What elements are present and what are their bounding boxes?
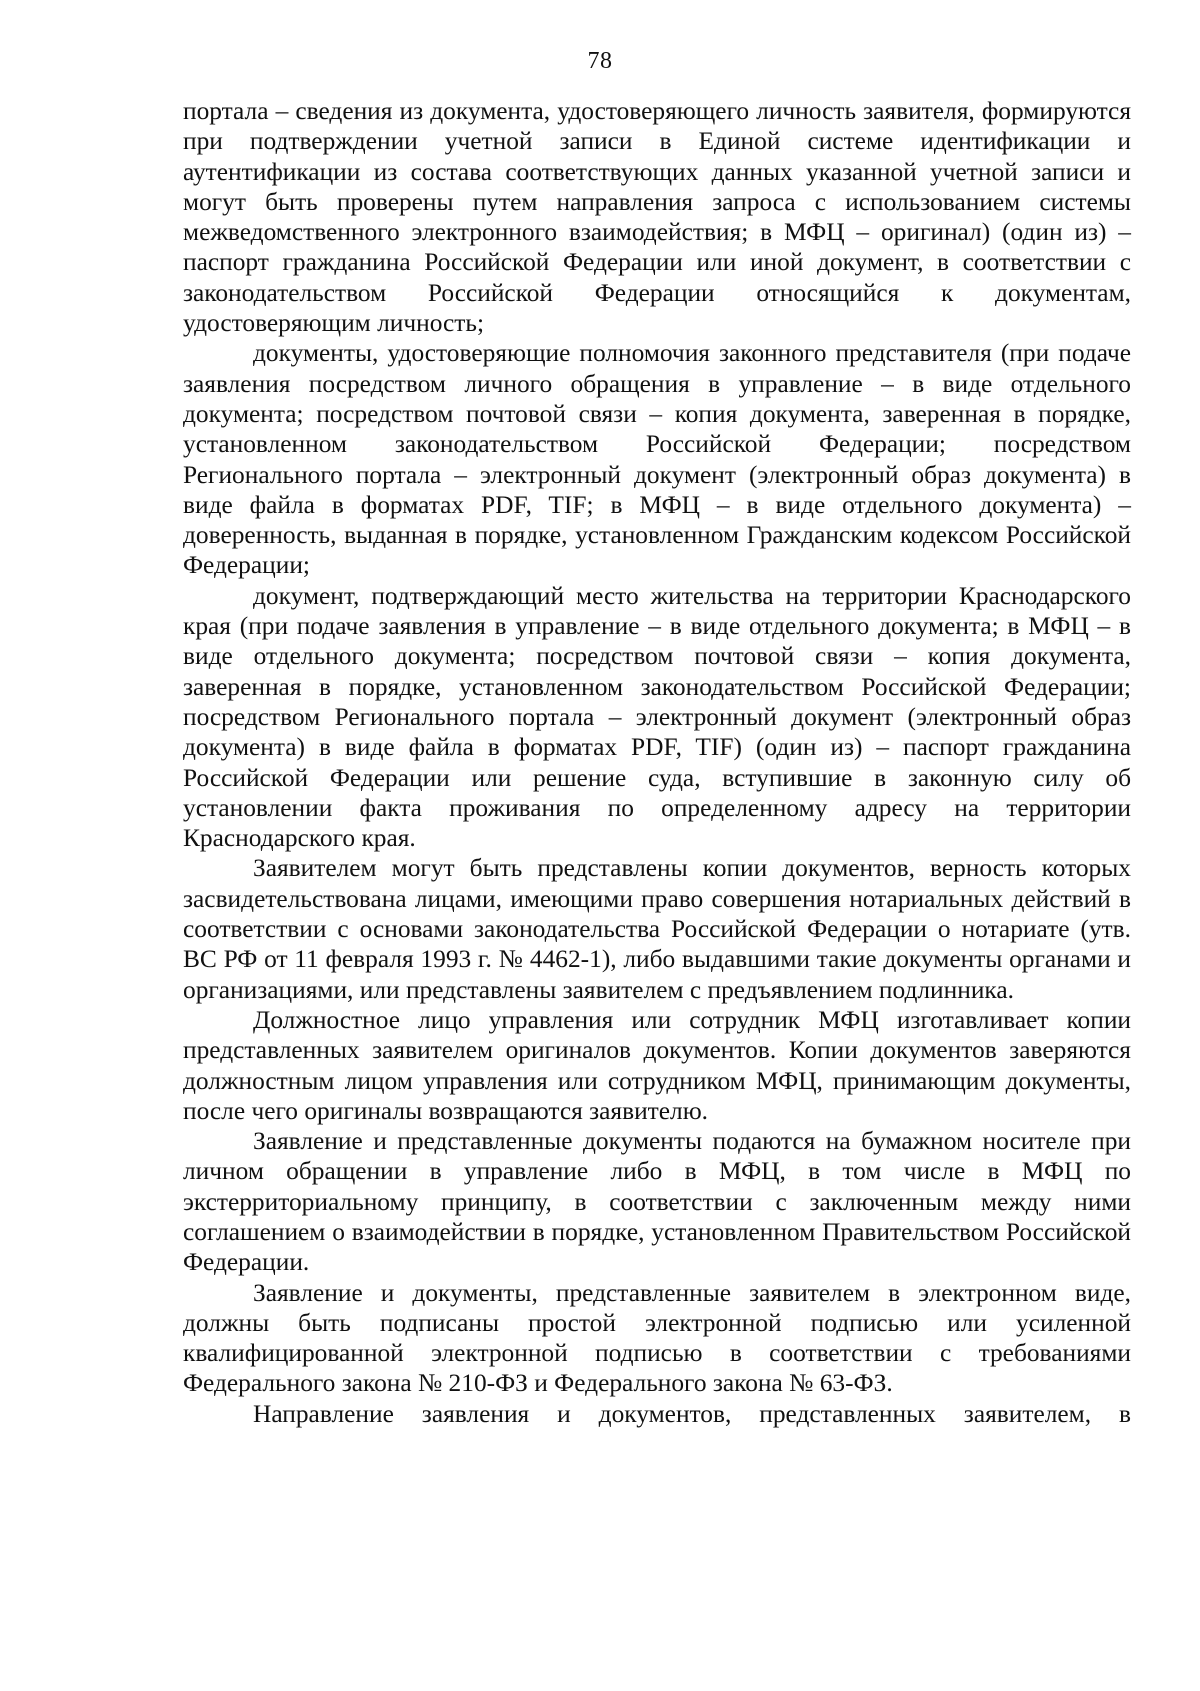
paragraph-electronic-signature: Заявление и документы, представленные заявителем в электронном виде, должны быть подписаны простой электронной подписью или усиленной квалифицированной электронной подписью в соответствии с требованиями Федерального закона № 210-ФЗ и Федерального закона № 63-ФЗ.	[183, 1278, 1131, 1398]
paragraph-notarized-copies: Заявителем могут быть представлены копии документов, верность которых засвидетельствована лицами, имеющими право совершения нотариальных действий в соответствии с основами законодательства Российской Федерации о нотариате (утв. ВС РФ от 11 февраля 1993 г. № 4462-1), либо выдавшими такие документы органами и организациями, или представлены заявителем с предъявлением подлинника.	[183, 854, 1131, 1004]
paragraph-residence-document: документ, подтверждающий место жительства на территории Краснодарского края (при подаче заявления в управление – в виде отдельного документа; в МФЦ – в виде отдельного документа; посредством почтовой связи – копия документа, заверенная в порядке, установленном законодательством Российской Федерации; посредством Регионального портала – электронный документ (электронный образ документа) в виде файла в форматах PDF, TIF) (один из) – паспорт гражданина Российской Федерации или решение суда, вступившие в законную силу об установлении факта проживания по определенному адресу на территории Краснодарского края.	[183, 581, 1131, 853]
paragraph-copy-certification: Должностное лицо управления или сотрудник МФЦ изготавливает копии представленных заявителем оригиналов документов. Копии документов заверяются должностным лицом управления или сотрудником МФЦ, принимающим документы, после чего оригиналы возвращаются заявителю.	[183, 1005, 1131, 1125]
paragraph-identity-documents: портала – сведения из документа, удостоверяющего личность заявителя, формируются при подтверждении учетной записи в Единой системе идентификации и аутентификации из состава соответствующих данных указанной учетной записи и могут быть проверены путем направления запроса с использованием системы межведомственного электронного взаимодействия; в МФЦ – оригинал) (один из) – паспорт гражданина Российской Федерации или иной документ, в соответствии с законодательством Российской Федерации относящийся к документам, удостоверяющим личность;	[183, 97, 1131, 338]
paragraph-representative-authority: документы, удостоверяющие полномочия законного представителя (при подаче заявления посредством личного обращения в управление – в виде отдельного документа; посредством почтовой связи – копия документа, заверенная в порядке, установленном законодательством Российской Федерации; посредством Регионального портала – электронный документ (электронный образ документа) в виде файла в форматах PDF, TIF; в МФЦ – в виде отдельного документа) – доверенность, выданная в порядке, установленном Гражданским кодексом Российской Федерации;	[183, 339, 1131, 580]
document-body	[183, 96, 1131, 1429]
paragraph-submission-continued: Направление заявления и документов, представленных заявителем, в	[253, 1399, 1131, 1428]
paragraph-paper-submission: Заявление и представленные документы подаются на бумажном носителе при личном обращении в управление либо в МФЦ, в том числе в МФЦ по экстерриториальному принципу, в соответствии с заключенным между ними соглашением о взаимодействии в порядке, установленном Правительством Российской Федерации.	[183, 1127, 1131, 1277]
page-number: 78	[587, 48, 613, 74]
